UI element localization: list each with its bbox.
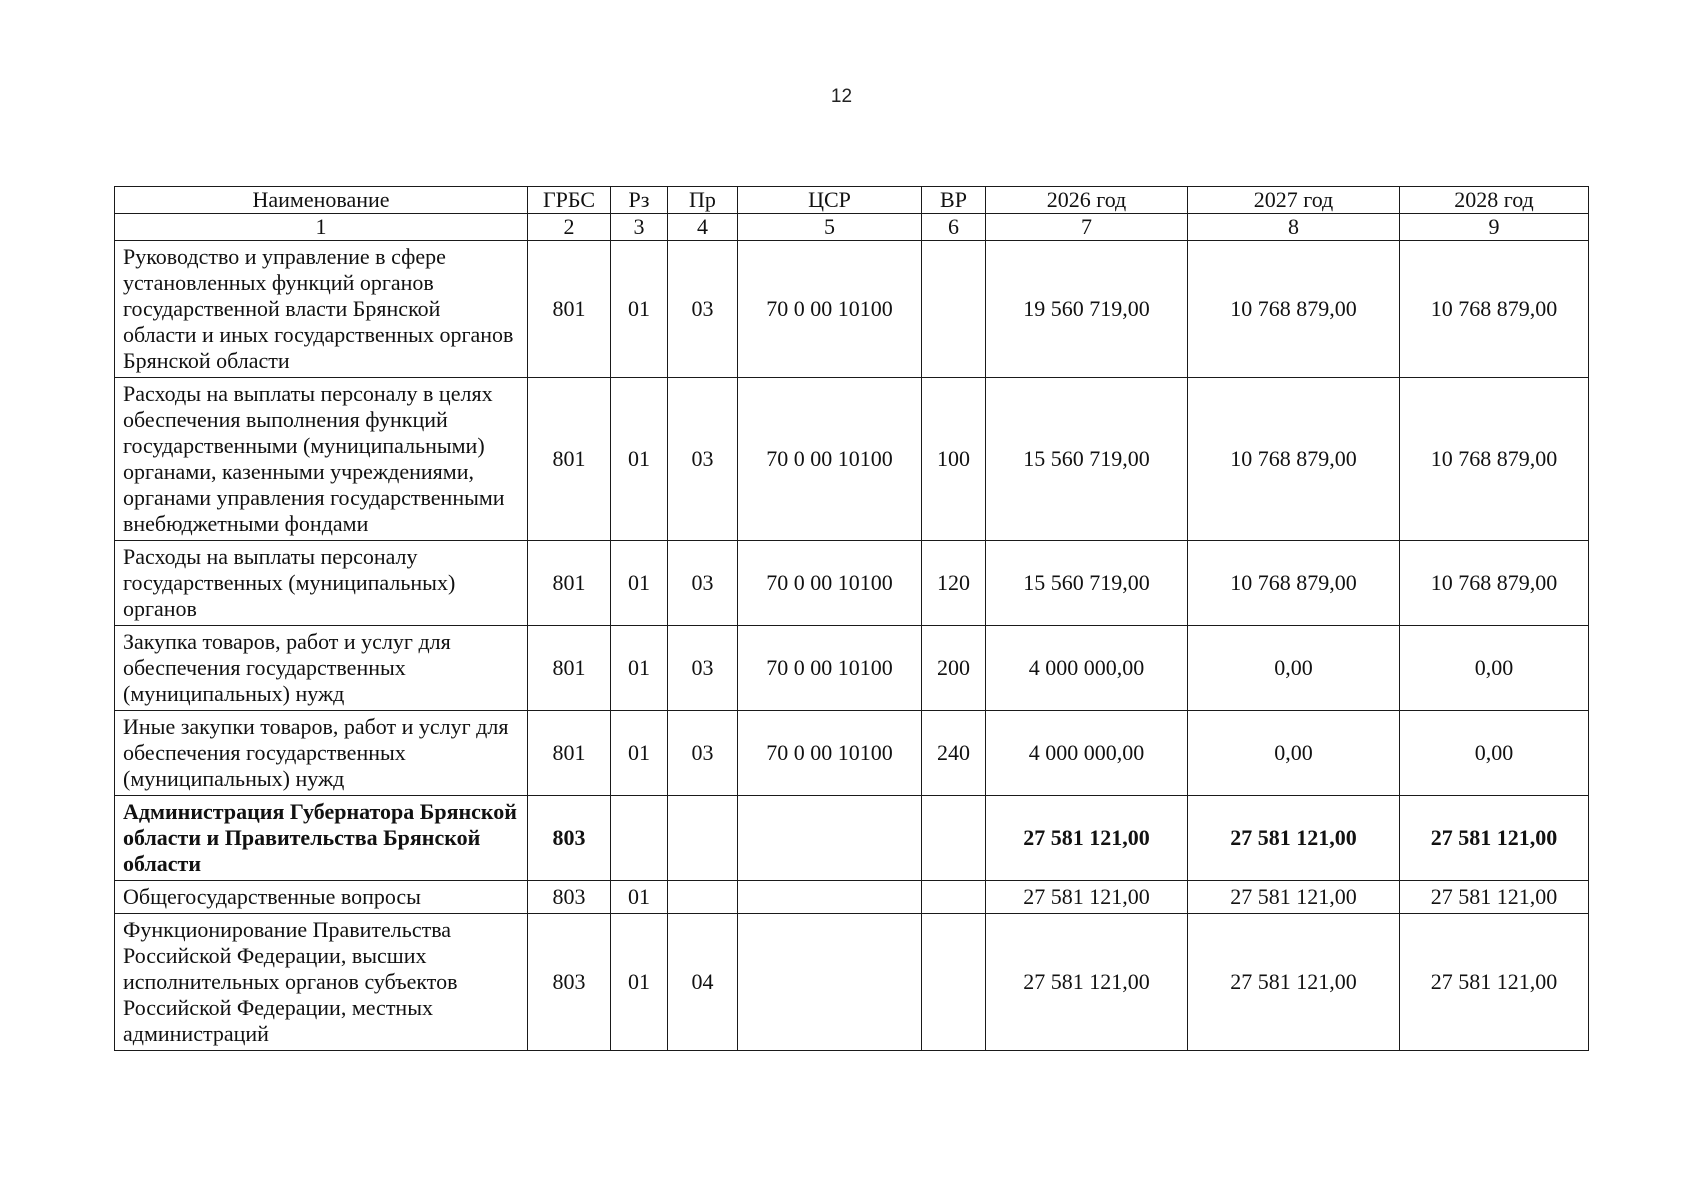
table-row [115,881,1589,914]
table-row [115,541,1589,626]
cell-2028: 10 768 879,00 [1400,541,1589,626]
cell-rz: 01 [611,914,668,1051]
cell-2026: 15 560 719,00 [986,378,1188,541]
cell-name: Расходы на выплаты персоналу государственных (муниципальных) органов [115,541,528,626]
cell-rz: 01 [611,881,668,914]
cell-pr [668,881,738,914]
cell-grbs: 801 [528,711,611,796]
col-header-rz: Рз [611,187,668,214]
col-number: 5 [738,214,922,241]
cell-2027: 10 768 879,00 [1188,378,1400,541]
cell-2027: 10 768 879,00 [1188,241,1400,378]
cell-name: Функционирование Правительства Российской Федерации, высших исполнительных органов субъектов Российской Федерации, местных администраций [115,914,528,1051]
col-number: 9 [1400,214,1589,241]
table-row [115,914,1589,1051]
cell-name: Общегосударственные вопросы [115,881,528,914]
cell-2027: 27 581 121,00 [1188,881,1400,914]
col-header-2027: 2027 год [1188,187,1400,214]
cell-csr: 70 0 00 10100 [738,541,922,626]
col-header-vr: ВР [922,187,986,214]
cell-2027: 0,00 [1188,626,1400,711]
table-body [115,241,1589,1051]
cell-csr [738,796,922,881]
col-header-name: Наименование [115,187,528,214]
cell-2028: 0,00 [1400,711,1589,796]
cell-grbs: 803 [528,914,611,1051]
cell-2028: 27 581 121,00 [1400,796,1589,881]
cell-rz: 01 [611,241,668,378]
cell-vr: 100 [922,378,986,541]
col-number: 8 [1188,214,1400,241]
cell-csr: 70 0 00 10100 [738,378,922,541]
cell-pr: 03 [668,378,738,541]
cell-vr [922,881,986,914]
cell-rz: 01 [611,626,668,711]
table-row [115,378,1589,541]
cell-vr: 200 [922,626,986,711]
cell-csr: 70 0 00 10100 [738,626,922,711]
cell-rz [611,796,668,881]
cell-pr: 04 [668,914,738,1051]
table-row [115,796,1589,881]
cell-name: Расходы на выплаты персоналу в целях обеспечения выполнения функций государственными (муниципальными) органами, казенными учреждениями, органами управления государственными внебюджетными фондами [115,378,528,541]
column-number-row [115,214,1589,241]
cell-pr: 03 [668,711,738,796]
cell-vr [922,241,986,378]
cell-pr [668,796,738,881]
header-row [115,187,1589,214]
cell-grbs: 801 [528,378,611,541]
cell-name: Закупка товаров, работ и услуг для обеспечения государственных (муниципальных) нужд [115,626,528,711]
cell-pr: 03 [668,541,738,626]
col-header-csr: ЦСР [738,187,922,214]
cell-vr [922,914,986,1051]
cell-grbs: 801 [528,241,611,378]
cell-2027: 10 768 879,00 [1188,541,1400,626]
table-row [115,241,1589,378]
cell-csr [738,914,922,1051]
cell-name: Администрация Губернатора Брянской области и Правительства Брянской области [115,796,528,881]
cell-2026: 27 581 121,00 [986,914,1188,1051]
col-number: 1 [115,214,528,241]
cell-csr [738,881,922,914]
cell-grbs: 803 [528,881,611,914]
cell-vr: 120 [922,541,986,626]
cell-csr: 70 0 00 10100 [738,711,922,796]
col-header-2028: 2028 год [1400,187,1589,214]
cell-grbs: 803 [528,796,611,881]
budget-table [114,186,1589,1051]
cell-grbs: 801 [528,626,611,711]
col-number: 2 [528,214,611,241]
cell-grbs: 801 [528,541,611,626]
cell-2026: 4 000 000,00 [986,711,1188,796]
cell-vr: 240 [922,711,986,796]
cell-2027: 27 581 121,00 [1188,796,1400,881]
cell-2026: 19 560 719,00 [986,241,1188,378]
cell-2026: 27 581 121,00 [986,796,1188,881]
cell-csr: 70 0 00 10100 [738,241,922,378]
cell-2028: 27 581 121,00 [1400,881,1589,914]
col-number: 3 [611,214,668,241]
cell-vr [922,796,986,881]
cell-2028: 27 581 121,00 [1400,914,1589,1051]
cell-rz: 01 [611,541,668,626]
table-row [115,711,1589,796]
col-number: 7 [986,214,1188,241]
page-number: 12 [830,86,853,107]
cell-rz: 01 [611,711,668,796]
col-header-grbs: ГРБС [528,187,611,214]
cell-2027: 27 581 121,00 [1188,914,1400,1051]
cell-2028: 0,00 [1400,626,1589,711]
cell-pr: 03 [668,626,738,711]
cell-2026: 4 000 000,00 [986,626,1188,711]
cell-pr: 03 [668,241,738,378]
cell-rz: 01 [611,378,668,541]
cell-2028: 10 768 879,00 [1400,241,1589,378]
cell-2027: 0,00 [1188,711,1400,796]
table-row [115,626,1589,711]
col-header-pr: Пр [668,187,738,214]
cell-2026: 27 581 121,00 [986,881,1188,914]
cell-name: Иные закупки товаров, работ и услуг для обеспечения государственных (муниципальных) нужд [115,711,528,796]
col-number: 6 [922,214,986,241]
col-header-2026: 2026 год [986,187,1188,214]
cell-2028: 10 768 879,00 [1400,378,1589,541]
cell-name: Руководство и управление в сфере установленных функций органов государственной власти Брянской области и иных государственных органов Брянской области [115,241,528,378]
col-number: 4 [668,214,738,241]
cell-2026: 15 560 719,00 [986,541,1188,626]
